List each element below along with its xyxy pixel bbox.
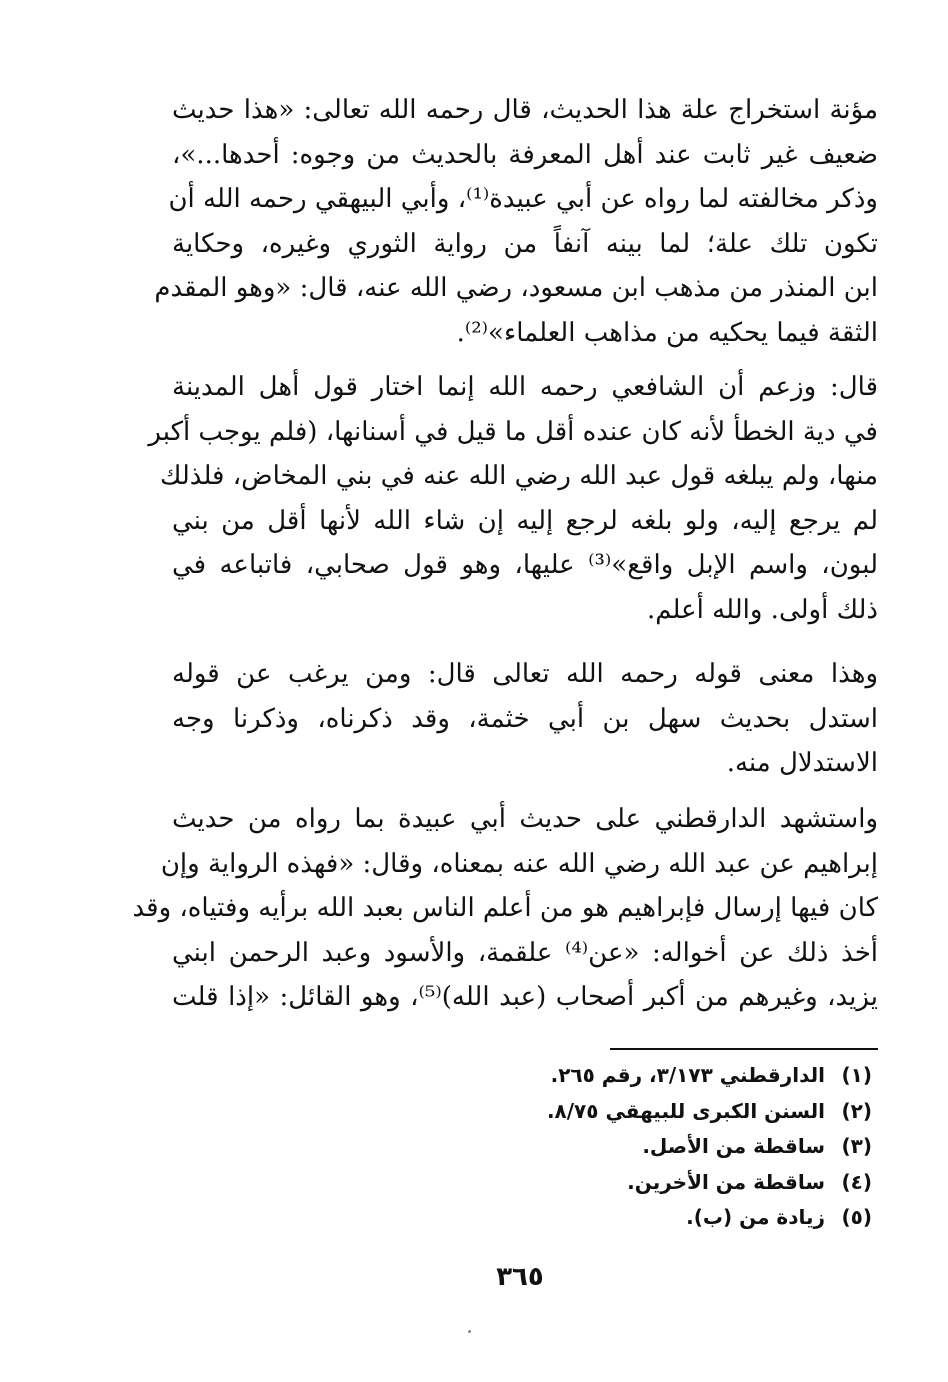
- footnote-number: (٢): [841, 1098, 872, 1123]
- text-line: وذكر مخالفته لما رواه عن أبي عبيدة⁽¹⁾، وأبي البيهقي رحمه الله أن: [168, 184, 878, 215]
- footnote-5: [472, 1200, 872, 1236]
- scan-speck: [468, 1330, 471, 1333]
- text-line: مؤنة استخراج علة هذا الحديث، قال رحمه الله تعالى: «هذا حديث: [172, 95, 879, 125]
- text-line: منها، ولم يبلغه قول عبد الله رضي الله عنه في بني المخاض، فلذلك: [159, 461, 878, 492]
- text-line: الاستدلال منه.: [726, 748, 878, 779]
- footnote-text: ساقطة من الأصل.: [642, 1134, 826, 1158]
- paragraph-3: [172, 652, 878, 786]
- text-line: الثقة فيما يحكيه من مذاهب العلماء»⁽²⁾.: [456, 317, 878, 348]
- footnote-text: زيادة من (ب).: [686, 1205, 826, 1229]
- footnote-number: (٤): [841, 1169, 872, 1194]
- footnote-3: [472, 1129, 872, 1165]
- footnotes: [472, 1058, 872, 1236]
- footnote-2: [472, 1094, 872, 1130]
- footnote-number: (٥): [841, 1205, 872, 1229]
- paragraph-2: [148, 365, 878, 633]
- footnote-number: (١): [841, 1063, 872, 1087]
- footnote-text: السنن الكبرى للبيهقي ٨/٧٥.: [546, 1098, 826, 1123]
- text-line: ذلك أولى. والله أعلم.: [646, 594, 878, 625]
- footnote-text: الدارقطني ٣/١٧٣، رقم ٢٦٥.: [550, 1063, 826, 1087]
- text-line: يزيد، وغيرهم من أكبر أصحاب (عبد الله)⁽⁵⁾، وهو القائل: «إذا قلت: [172, 982, 878, 1013]
- text-line: أخذ ذلك عن أخواله: «عن⁽⁴⁾ علقمة، والأسود وعبد الرحمن ابني: [172, 937, 878, 968]
- text-line: في دية الخطأ لأنه كان عنده أقل ما قيل في أسنانها، (فلم يوجب أكبر: [148, 416, 878, 447]
- text-line: استدل بحديث سهل بن أبي خثمة، وقد ذكرناه، وذكرنا وجه: [172, 703, 878, 734]
- page-number-container: [0, 1262, 948, 1292]
- page-number: ٣٦٥: [496, 1262, 544, 1292]
- footnote-divider: [610, 1048, 878, 1050]
- paragraph-4: [132, 797, 878, 1020]
- text-line: ابن المنذر من مذهب ابن مسعود، رضي الله عنه، قال: «وهو المقدم: [154, 273, 878, 304]
- text-line: ضعيف غير ثابت عند أهل المعرفة بالحديث من وجوه: أحدها...»،: [172, 139, 878, 170]
- footnote-1: [472, 1058, 872, 1094]
- footnote-text: ساقطة من الأخرين.: [627, 1169, 826, 1194]
- text-line: قال: وزعم أن الشافعي رحمه الله إنما اختار قول أهل المدينة: [172, 372, 878, 402]
- paragraph-1: [154, 88, 879, 356]
- text-line: إبراهيم عن عبد الله رضي الله عنه بمعناه، وقال: «فهذه الرواية وإن: [160, 848, 878, 879]
- footnote-4: [472, 1165, 872, 1201]
- footnote-number: (٣): [841, 1134, 872, 1158]
- text-line: كان فيها إرسال فإبراهيم هو من أعلم الناس بعبد الله برأيه وفتياه، وقد: [132, 893, 878, 924]
- text-line: لبون، واسم الإبل واقع»⁽³⁾ عليها، وهو قول صحابي، فاتباعه في: [172, 550, 878, 581]
- text-line: لم يرجع إليه، ولو بلغه لرجع إليه إن شاء الله لأنها أقل من بني: [172, 505, 878, 536]
- text-line: وهذا معنى قوله رحمه الله تعالى قال: ومن يرغب عن قوله: [172, 659, 878, 689]
- text-line: واستشهد الدارقطني على حديث أبي عبيدة بما رواه من حديث: [172, 804, 878, 834]
- text-line: تكون تلك علة؛ لما بينه آنفاً من رواية الثوري وغيره، وحكاية: [172, 228, 878, 259]
